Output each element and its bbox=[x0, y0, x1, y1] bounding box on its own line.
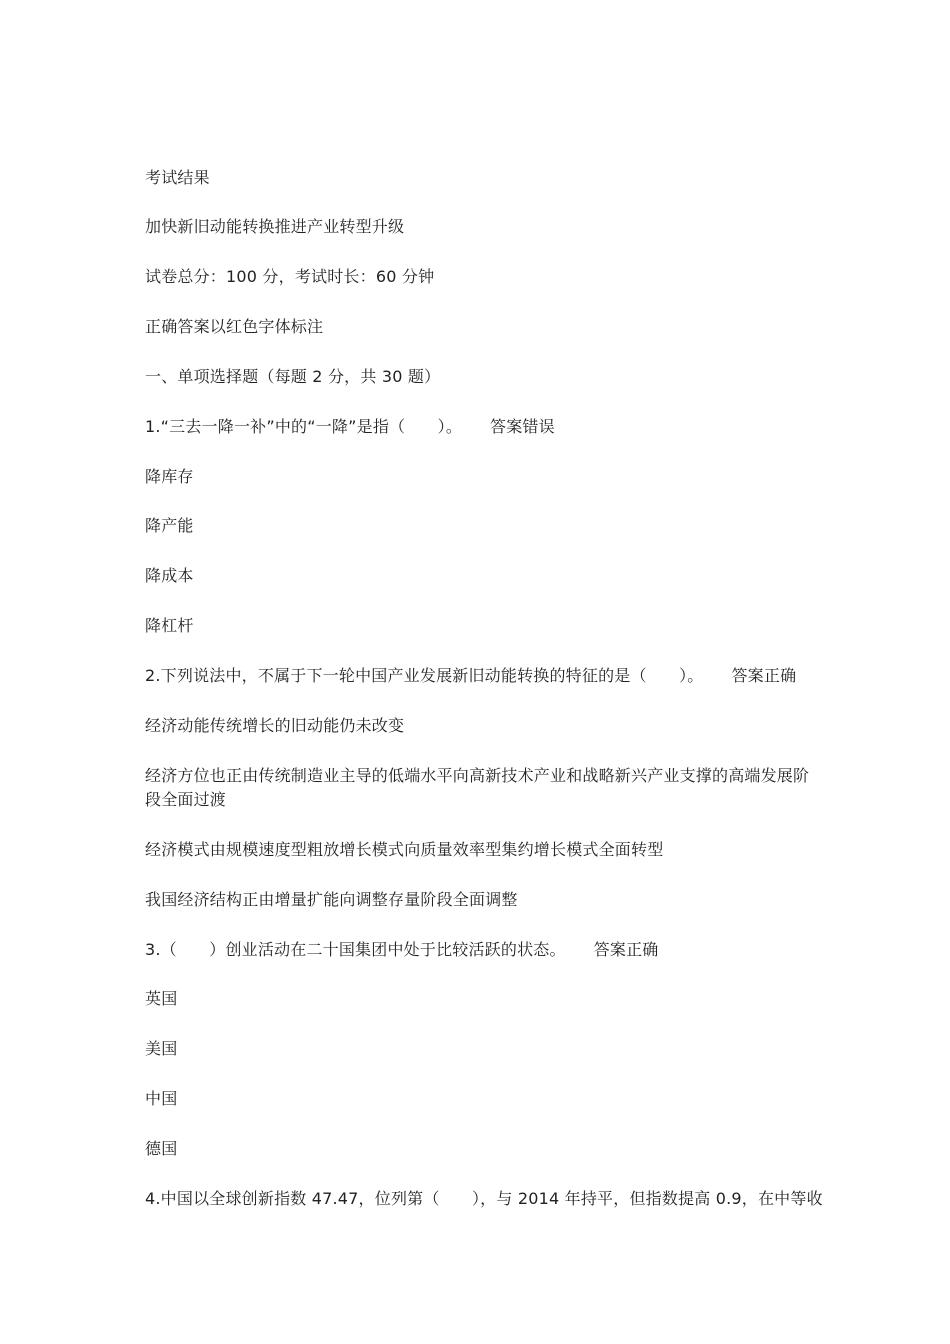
question-2 bbox=[145, 664, 796, 688]
option-item: 降杠杆 bbox=[145, 616, 194, 635]
question-stem: 3.（ ）创业活动在二十国集团中处于比较活跃的状态。 bbox=[145, 940, 566, 959]
exam-subject: 加快新旧动能转换推进产业转型升级 bbox=[145, 217, 405, 236]
option-item: 经济模式由规模速度型粗放增长模式向质量效率型集约增长模式全面转型 bbox=[145, 840, 664, 859]
option-item: 降产能 bbox=[145, 516, 194, 535]
page-title: 考试结果 bbox=[145, 168, 210, 187]
answer-result: 答案正确 bbox=[731, 666, 797, 685]
option-item: 我国经济结构正由增量扩能向调整存量阶段全面调整 bbox=[145, 890, 518, 909]
answer-result: 答案错误 bbox=[490, 417, 555, 436]
section-heading: 一、单项选择题（每题 2 分，共 30 题） bbox=[145, 367, 441, 386]
option-item: 降成本 bbox=[145, 566, 194, 585]
option-item: 降库存 bbox=[145, 467, 194, 486]
option-item: 德国 bbox=[145, 1139, 178, 1158]
question-3 bbox=[145, 938, 658, 962]
option-item: 中国 bbox=[145, 1089, 178, 1108]
question-4 bbox=[145, 1187, 823, 1211]
question-1 bbox=[145, 415, 555, 439]
option-item: 经济方位也正由传统制造业主导的低端水平向高新技术产业和战略新兴产业支撑的高端发展阶段全面过渡 bbox=[145, 766, 810, 809]
question-stem: 2.下列说法中，不属于下一轮中国产业发展新旧动能转换的特征的是（ ）。 bbox=[145, 666, 704, 685]
answer-note: 正确答案以红色字体标注 bbox=[145, 317, 324, 336]
option-item: 美国 bbox=[145, 1039, 178, 1058]
question-stem: 4.中国以全球创新指数 47.47，位列第（ ），与 2014 年持平，但指数提高 0.9，在中等收 bbox=[145, 1189, 823, 1208]
option-item: 英国 bbox=[145, 989, 178, 1008]
answer-result: 答案正确 bbox=[593, 940, 659, 959]
score-info: 试卷总分：100 分，考试时长：60 分钟 bbox=[145, 267, 435, 286]
option-item: 经济动能传统增长的旧动能仍未改变 bbox=[145, 716, 405, 735]
question-stem: 1.“三去一降一补”中的“一降”是指（ ）。 bbox=[145, 417, 463, 436]
